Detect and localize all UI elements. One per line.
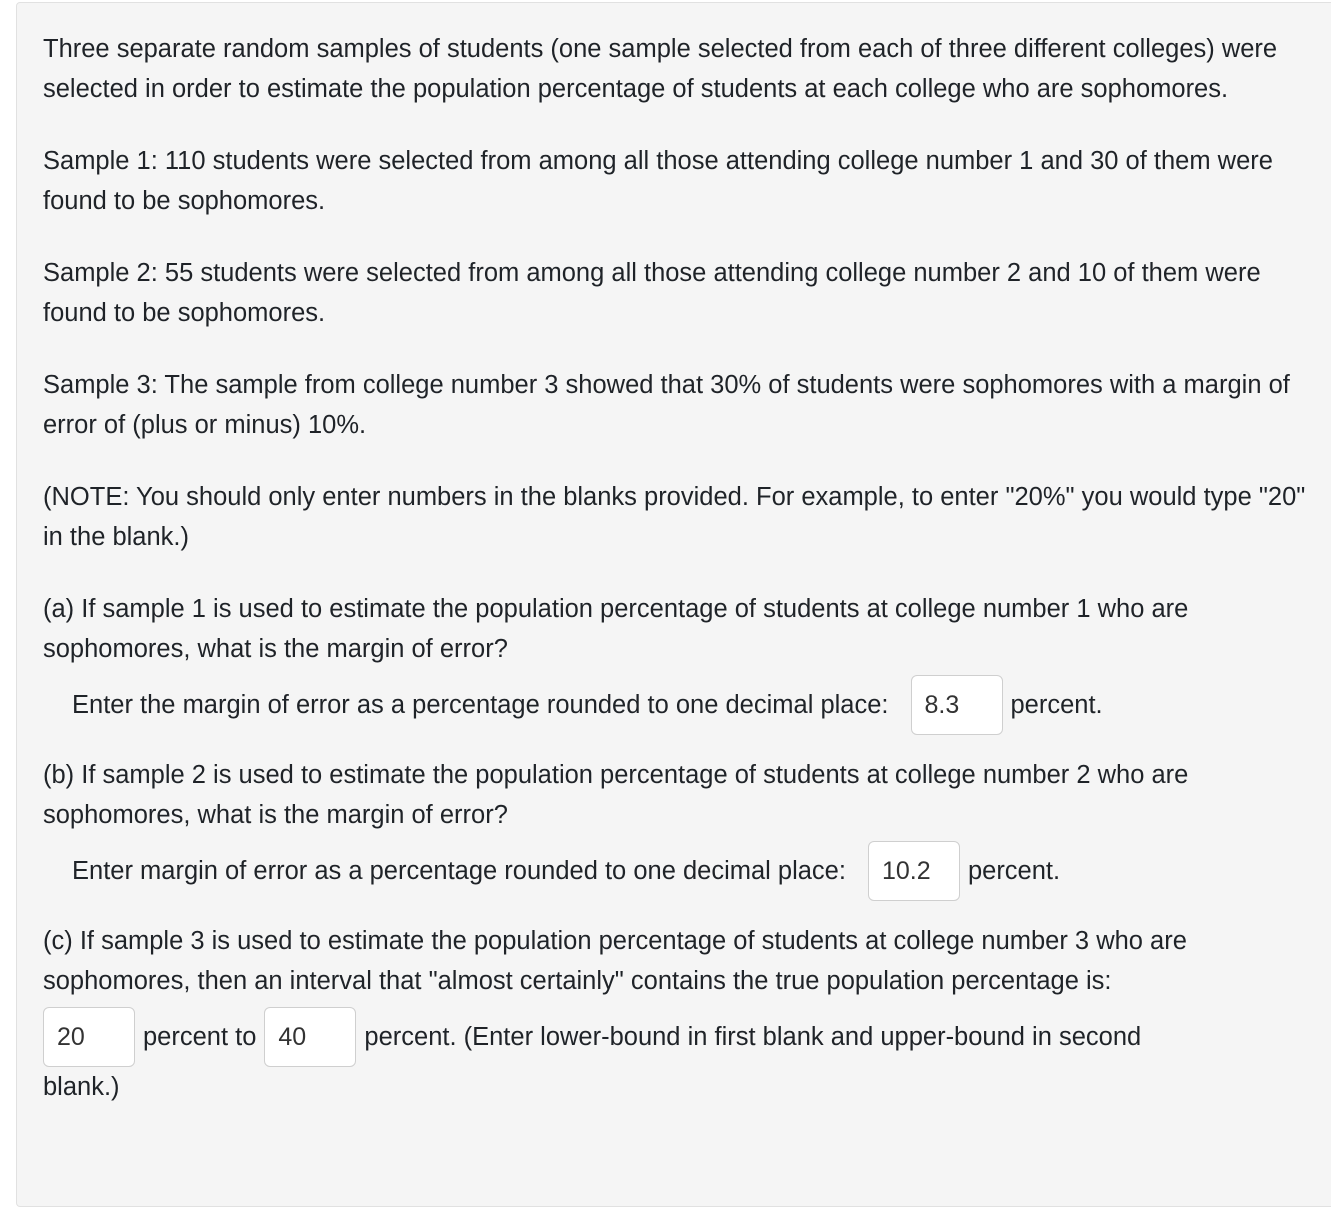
part-b-answer-row (72, 841, 1331, 901)
part-c-upper-input[interactable]: 40 (264, 1007, 356, 1067)
part-c-trailing-text: percent. (Enter lower-bound in first blank and upper-bound in second (364, 1023, 1142, 1051)
part-a-prompt: Enter the margin of error as a percentage rounded to one decimal place: (72, 691, 889, 719)
note-text: (NOTE: You should only enter numbers in the blanks provided. For example, to enter "20%" you would type "20" in the blank.) (43, 483, 1306, 551)
part-c-middle-text: percent to (143, 1023, 257, 1051)
question-panel (16, 2, 1331, 1207)
part-c-lower-input[interactable]: 20 (43, 1007, 135, 1067)
part-c-trailing-text-2: blank.) (43, 1073, 120, 1101)
part-b-question: (b) If sample 2 is used to estimate the population percentage of students at college number 2 who are sophomores, what is the margin of error? (43, 761, 1189, 829)
intro-text: Three separate random samples of students (one sample selected from each of three different colleges) were selected in order to estimate the population percentage of students at each college who are sophomores. (43, 35, 1278, 103)
sample-2-text: Sample 2: 55 students were selected from among all those attending college number 2 and 10 of them were found to be sophomores. (43, 259, 1261, 327)
part-b-margin-input[interactable]: 10.2 (868, 841, 960, 901)
part-a-question: (a) If sample 1 is used to estimate the population percentage of students at college number 1 who are sophomores, what is the margin of error? (43, 595, 1189, 663)
part-c-answer-row (43, 1007, 1331, 1067)
sample-3-text: Sample 3: The sample from college number 3 showed that 30% of students were sophomores with a margin of error of (plus or minus) 10%. (43, 371, 1290, 439)
part-c-question: (c) If sample 3 is used to estimate the population percentage of students at college number 3 who are sophomores, then an interval that "almost certainly" contains the true population percentage is: (43, 927, 1187, 995)
part-a-margin-input[interactable]: 8.3 (911, 675, 1003, 735)
sample-1-text: Sample 1: 110 students were selected from among all those attending college number 1 and 30 of them were found to be sophomores. (43, 147, 1273, 215)
part-a-answer-row (72, 675, 1331, 735)
part-b-suffix: percent. (967, 857, 1061, 885)
part-b-prompt: Enter margin of error as a percentage rounded to one decimal place: (72, 857, 846, 885)
part-a-suffix: percent. (1010, 691, 1103, 719)
